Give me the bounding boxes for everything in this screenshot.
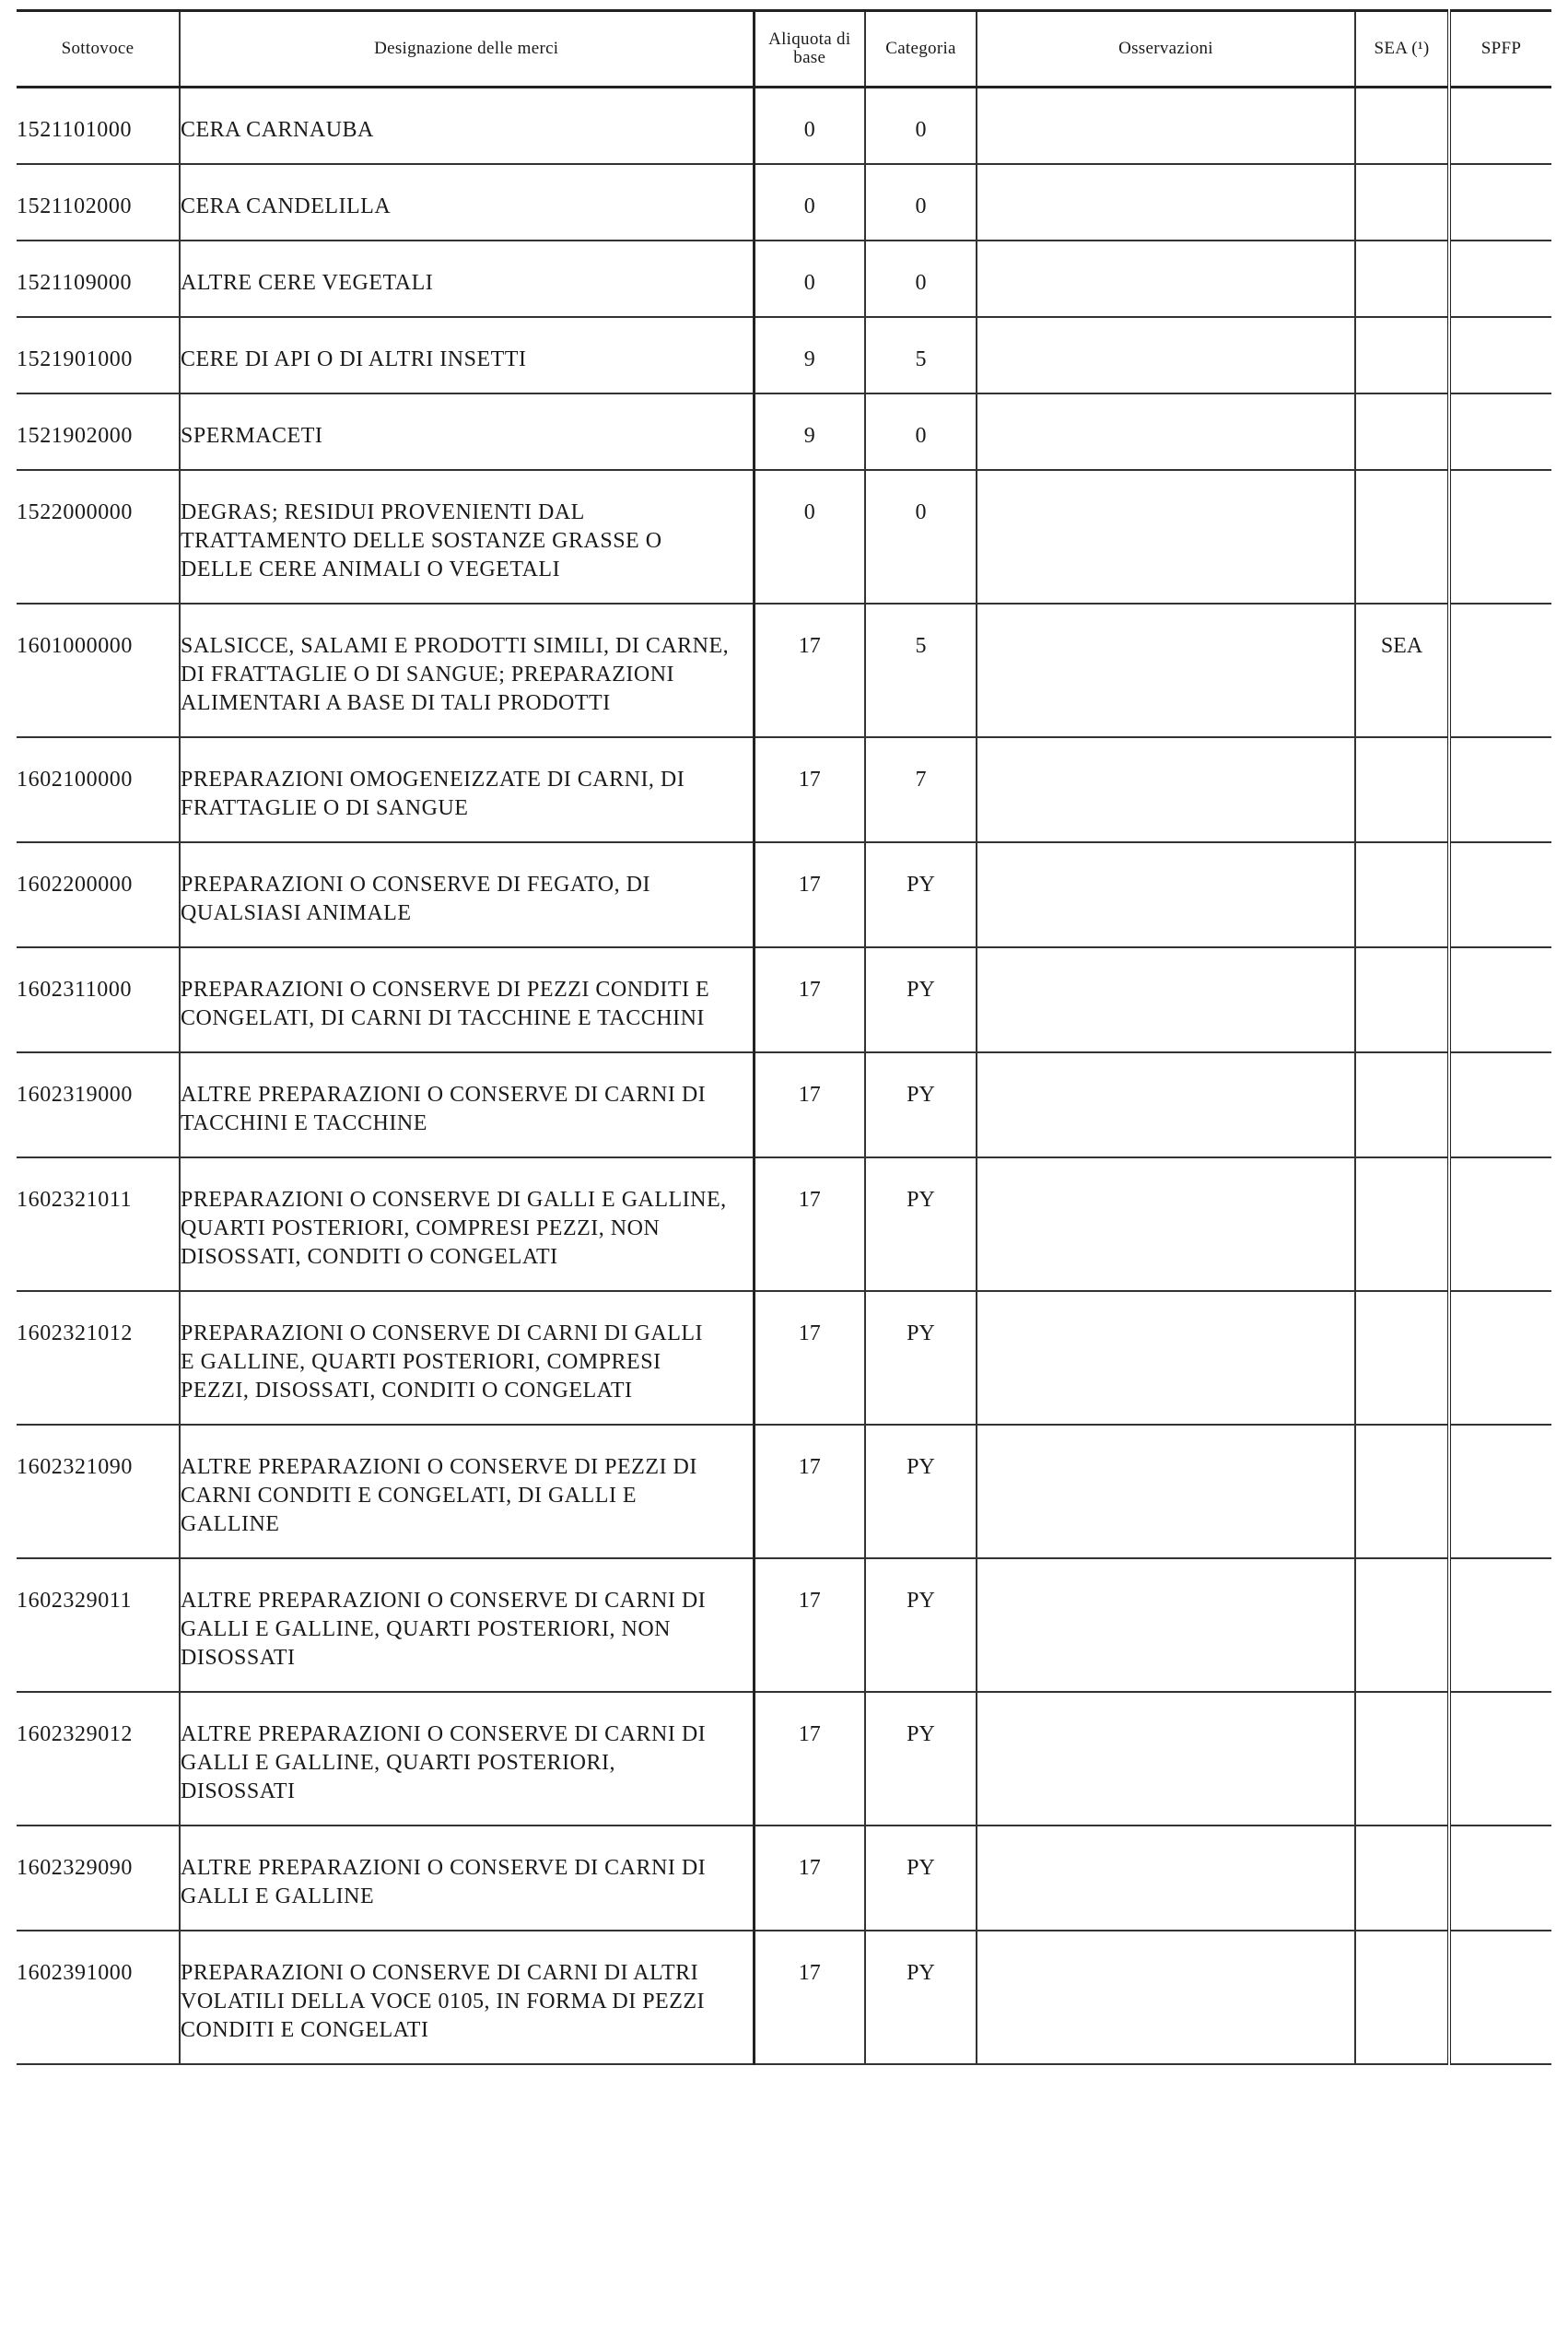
description-line: PREPARAZIONI O CONSERVE DI FEGATO, DI [181, 873, 650, 897]
cell-spfp [1449, 470, 1551, 604]
cell-base-rate: 17 [754, 1052, 865, 1157]
cell-base-rate: 0 [754, 88, 865, 165]
cell-observations [977, 317, 1355, 393]
table-body [17, 88, 1551, 2065]
cell-observations [977, 842, 1355, 947]
cell-description [180, 1931, 754, 2064]
cell-code: 1602329012 [17, 1692, 180, 1826]
cell-sea [1355, 1157, 1449, 1291]
description-line: GALLI E GALLINE, QUARTI POSTERIORI, [181, 1751, 615, 1775]
table-row [17, 1052, 1551, 1157]
table-row [17, 393, 1551, 470]
table-row [17, 1425, 1551, 1558]
cell-description [180, 317, 754, 393]
cell-sea [1355, 1692, 1449, 1826]
description-line: DELLE CERE ANIMALI O VEGETALI [181, 558, 561, 581]
cell-sea [1355, 1291, 1449, 1425]
description-line: PREPARAZIONI O CONSERVE DI CARNI DI ALTRI [181, 1961, 699, 1985]
cell-observations [977, 737, 1355, 842]
cell-description [180, 1692, 754, 1826]
cell-spfp [1449, 164, 1551, 241]
header-category: Categoria [865, 11, 977, 88]
description-line: DI FRATTAGLIE O DI SANGUE; PREPARAZIONI [181, 663, 675, 687]
cell-code: 1602311000 [17, 947, 180, 1052]
cell-category: 0 [865, 88, 977, 165]
description-line: TACCHINI E TACCHINE [181, 1111, 427, 1135]
description-line: DEGRAS; RESIDUI PROVENIENTI DAL [181, 500, 585, 524]
cell-description [180, 737, 754, 842]
cell-observations [977, 1291, 1355, 1425]
cell-sea [1355, 164, 1449, 241]
description-line: CERA CARNAUBA [181, 118, 374, 142]
cell-sea: SEA [1355, 604, 1449, 737]
tariff-table [17, 9, 1551, 2065]
cell-category: PY [865, 1157, 977, 1291]
cell-code: 1602100000 [17, 737, 180, 842]
description-line: ALTRE CERE VEGETALI [181, 271, 434, 295]
cell-sea [1355, 947, 1449, 1052]
description-line: PREPARAZIONI OMOGENEIZZATE DI CARNI, DI [181, 768, 685, 792]
cell-sea [1355, 1558, 1449, 1692]
cell-base-rate: 17 [754, 1425, 865, 1558]
cell-observations [977, 1157, 1355, 1291]
cell-spfp [1449, 1052, 1551, 1157]
cell-category: PY [865, 1291, 977, 1425]
cell-base-rate: 17 [754, 1291, 865, 1425]
cell-sea [1355, 1052, 1449, 1157]
description-line: ALTRE PREPARAZIONI O CONSERVE DI PEZZI DI [181, 1455, 697, 1479]
cell-spfp [1449, 1558, 1551, 1692]
cell-category: PY [865, 1052, 977, 1157]
description-line: CERA CANDELILLA [181, 194, 392, 218]
cell-sea [1355, 241, 1449, 317]
cell-description [180, 842, 754, 947]
description-line: QUARTI POSTERIORI, COMPRESI PEZZI, NON [181, 1216, 661, 1240]
table-row [17, 241, 1551, 317]
cell-sea [1355, 470, 1449, 604]
table-row [17, 1826, 1551, 1931]
cell-code: 1522000000 [17, 470, 180, 604]
cell-category: PY [865, 947, 977, 1052]
cell-description [180, 393, 754, 470]
description-line: SALSICCE, SALAMI E PRODOTTI SIMILI, DI CARNE, [181, 634, 730, 658]
cell-description [180, 1291, 754, 1425]
description-line: GALLI E GALLINE [181, 1884, 375, 1908]
table-row [17, 1558, 1551, 1692]
cell-spfp [1449, 737, 1551, 842]
cell-base-rate: 17 [754, 604, 865, 737]
table-row [17, 604, 1551, 737]
cell-sea [1355, 1931, 1449, 2064]
table-row [17, 1291, 1551, 1425]
cell-description [180, 470, 754, 604]
cell-code: 1521101000 [17, 88, 180, 165]
cell-observations [977, 1425, 1355, 1558]
cell-category: 0 [865, 164, 977, 241]
cell-code: 1602200000 [17, 842, 180, 947]
cell-spfp [1449, 88, 1551, 165]
cell-observations [977, 1931, 1355, 2064]
description-line: PREPARAZIONI O CONSERVE DI GALLI E GALLINE, [181, 1188, 727, 1212]
table-row [17, 317, 1551, 393]
cell-description [180, 88, 754, 165]
table-row [17, 1692, 1551, 1826]
cell-sea [1355, 1425, 1449, 1558]
cell-base-rate: 0 [754, 164, 865, 241]
description-line: PEZZI, DISOSSATI, CONDITI O CONGELATI [181, 1379, 633, 1403]
description-line: CARNI CONDITI E CONGELATI, DI GALLI E [181, 1484, 638, 1508]
table-row [17, 1931, 1551, 2064]
cell-base-rate: 17 [754, 947, 865, 1052]
cell-spfp [1449, 947, 1551, 1052]
cell-base-rate: 17 [754, 1826, 865, 1931]
cell-sea [1355, 1826, 1449, 1931]
table-row [17, 88, 1551, 165]
cell-category: 5 [865, 317, 977, 393]
description-line: ALTRE PREPARAZIONI O CONSERVE DI CARNI DI [181, 1856, 707, 1880]
cell-description [180, 1052, 754, 1157]
description-line: CONGELATI, DI CARNI DI TACCHINE E TACCHINI [181, 1006, 705, 1030]
description-line: ALTRE PREPARAZIONI O CONSERVE DI CARNI DI [181, 1589, 707, 1613]
cell-category: PY [865, 1558, 977, 1692]
cell-code: 1602321012 [17, 1291, 180, 1425]
cell-code: 1602329090 [17, 1826, 180, 1931]
cell-code: 1521901000 [17, 317, 180, 393]
cell-observations [977, 1826, 1355, 1931]
description-line: E GALLINE, QUARTI POSTERIORI, COMPRESI [181, 1350, 661, 1374]
cell-code: 1601000000 [17, 604, 180, 737]
description-line: TRATTAMENTO DELLE SOSTANZE GRASSE O [181, 529, 662, 553]
description-line: ALIMENTARI A BASE DI TALI PRODOTTI [181, 691, 611, 715]
cell-description [180, 1558, 754, 1692]
cell-observations [977, 241, 1355, 317]
description-line: DISOSSATI, CONDITI O CONGELATI [181, 1245, 558, 1269]
cell-base-rate: 0 [754, 470, 865, 604]
cell-category: 7 [865, 737, 977, 842]
cell-code: 1521109000 [17, 241, 180, 317]
description-line: PREPARAZIONI O CONSERVE DI PEZZI CONDITI E [181, 978, 710, 1002]
cell-category: 0 [865, 393, 977, 470]
cell-description [180, 164, 754, 241]
cell-observations [977, 1052, 1355, 1157]
cell-base-rate: 17 [754, 1558, 865, 1692]
cell-observations [977, 164, 1355, 241]
cell-spfp [1449, 1692, 1551, 1826]
cell-spfp [1449, 1291, 1551, 1425]
cell-description [180, 1157, 754, 1291]
cell-base-rate: 0 [754, 241, 865, 317]
cell-code: 1602391000 [17, 1931, 180, 2064]
cell-base-rate: 17 [754, 737, 865, 842]
cell-spfp [1449, 842, 1551, 947]
cell-description [180, 241, 754, 317]
cell-spfp [1449, 1931, 1551, 2064]
cell-code: 1602329011 [17, 1558, 180, 1692]
description-line: DISOSSATI [181, 1779, 296, 1803]
cell-category: PY [865, 1826, 977, 1931]
document-page [17, 9, 1551, 2065]
cell-sea [1355, 737, 1449, 842]
table-row [17, 947, 1551, 1052]
cell-base-rate: 9 [754, 393, 865, 470]
cell-base-rate: 17 [754, 1692, 865, 1826]
cell-base-rate: 17 [754, 1931, 865, 2064]
cell-spfp [1449, 393, 1551, 470]
header-spfp: SPFP [1449, 11, 1551, 88]
cell-spfp [1449, 241, 1551, 317]
description-line: CONDITI E CONGELATI [181, 2018, 429, 2042]
header-observations: Osservazioni [977, 11, 1355, 88]
cell-category: 0 [865, 470, 977, 604]
cell-spfp [1449, 1826, 1551, 1931]
cell-description [180, 1425, 754, 1558]
description-line: ALTRE PREPARAZIONI O CONSERVE DI CARNI DI [181, 1083, 707, 1107]
cell-observations [977, 88, 1355, 165]
description-line: SPERMACETI [181, 424, 323, 448]
cell-category: PY [865, 842, 977, 947]
description-line: QUALSIASI ANIMALE [181, 901, 412, 925]
description-line: DISOSSATI [181, 1646, 296, 1670]
cell-category: 5 [865, 604, 977, 737]
description-line: CERE DI API O DI ALTRI INSETTI [181, 347, 527, 371]
header-base-rate [754, 11, 865, 88]
cell-sea [1355, 317, 1449, 393]
cell-description [180, 604, 754, 737]
table-row [17, 470, 1551, 604]
cell-base-rate: 17 [754, 1157, 865, 1291]
cell-sea [1355, 393, 1449, 470]
cell-sea [1355, 842, 1449, 947]
header-description: Designazione delle merci [180, 11, 754, 88]
header-code: Sottovoce [17, 11, 180, 88]
cell-observations [977, 1692, 1355, 1826]
cell-sea [1355, 88, 1449, 165]
cell-observations [977, 470, 1355, 604]
cell-observations [977, 393, 1355, 470]
description-line: FRATTAGLIE O DI SANGUE [181, 796, 469, 820]
cell-spfp [1449, 1425, 1551, 1558]
header-base-rate-line1: Aliquota di [768, 29, 851, 49]
cell-spfp [1449, 1157, 1551, 1291]
cell-description [180, 1826, 754, 1931]
header-base-rate-line2: base [793, 48, 826, 67]
cell-category: PY [865, 1692, 977, 1826]
cell-observations [977, 1558, 1355, 1692]
description-line: GALLI E GALLINE, QUARTI POSTERIORI, NON [181, 1617, 671, 1641]
description-line: VOLATILI DELLA VOCE 0105, IN FORMA DI PEZZI [181, 1990, 706, 2013]
cell-category: PY [865, 1931, 977, 2064]
header-sea: SEA (¹) [1355, 11, 1449, 88]
cell-observations [977, 947, 1355, 1052]
cell-spfp [1449, 604, 1551, 737]
cell-code: 1521902000 [17, 393, 180, 470]
cell-code: 1602319000 [17, 1052, 180, 1157]
cell-observations [977, 604, 1355, 737]
cell-description [180, 947, 754, 1052]
table-row [17, 164, 1551, 241]
cell-code: 1602321011 [17, 1157, 180, 1291]
table-header [17, 11, 1551, 88]
table-row [17, 737, 1551, 842]
cell-code: 1521102000 [17, 164, 180, 241]
header-row [17, 11, 1551, 88]
cell-base-rate: 9 [754, 317, 865, 393]
cell-category: PY [865, 1425, 977, 1558]
cell-category: 0 [865, 241, 977, 317]
table-row [17, 1157, 1551, 1291]
cell-base-rate: 17 [754, 842, 865, 947]
description-line: GALLINE [181, 1512, 280, 1536]
table-row [17, 842, 1551, 947]
cell-code: 1602321090 [17, 1425, 180, 1558]
description-line: PREPARAZIONI O CONSERVE DI CARNI DI GALLI [181, 1321, 704, 1345]
cell-spfp [1449, 317, 1551, 393]
description-line: ALTRE PREPARAZIONI O CONSERVE DI CARNI DI [181, 1722, 707, 1746]
